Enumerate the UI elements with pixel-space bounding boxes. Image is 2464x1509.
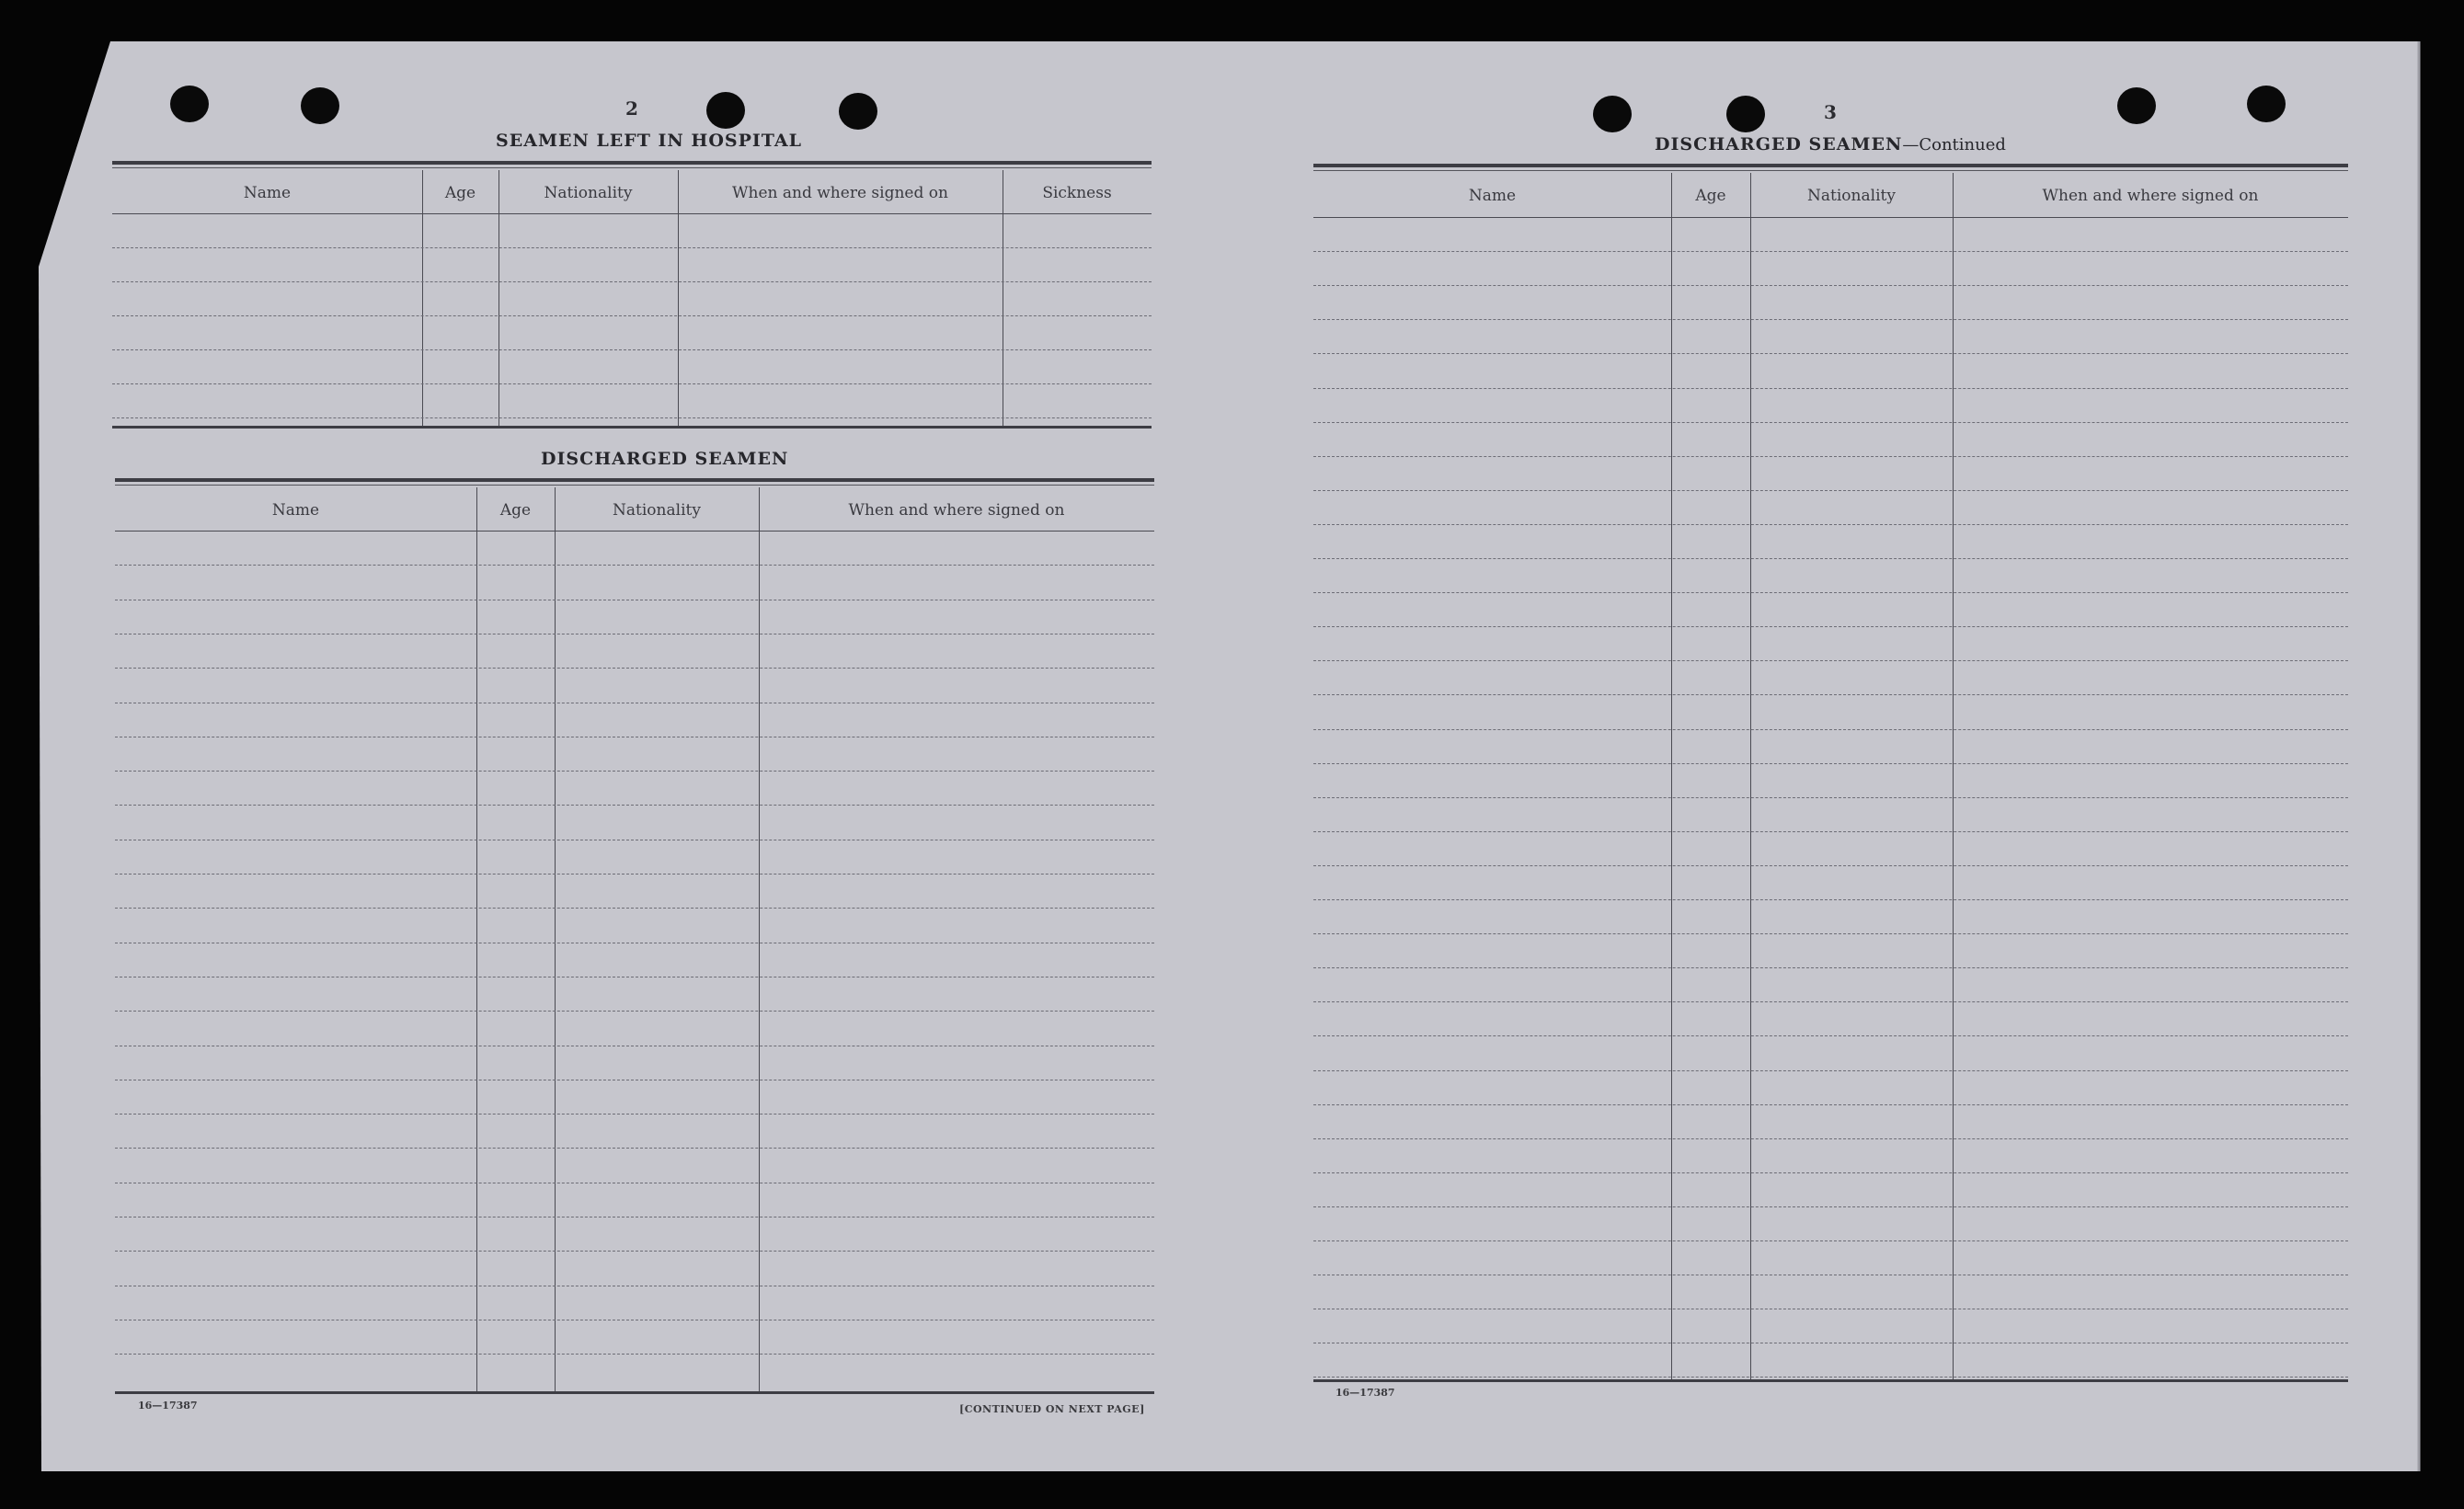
page-number-left: 2 xyxy=(625,97,638,120)
continued-row-line xyxy=(1313,763,2348,764)
discharged-row-line xyxy=(115,1148,1154,1149)
hospital-col-header-2: Nationality xyxy=(544,183,633,202)
continued-row-line xyxy=(1313,456,2348,457)
page-number-right: 3 xyxy=(1824,101,1837,123)
discharged-table xyxy=(115,478,1154,1393)
discharged-row-line xyxy=(115,874,1154,875)
continued-row-line xyxy=(1313,660,2348,661)
punch-hole-2 xyxy=(301,87,339,124)
discharged-continued-title xyxy=(1655,134,2006,154)
discharged-section-title: DISCHARGED SEAMEN xyxy=(541,449,789,469)
discharged-row-line xyxy=(115,908,1154,909)
continued-row-line xyxy=(1313,490,2348,491)
hospital-header-rule xyxy=(112,213,1152,214)
continued-bottom-rule xyxy=(1313,1379,2348,1382)
continued-header-rule xyxy=(1313,217,2348,218)
continued-row-line xyxy=(1313,524,2348,525)
continued-row-line xyxy=(1313,1035,2348,1036)
hospital-col-divider-3 xyxy=(678,170,679,426)
continued-row-line xyxy=(1313,1172,2348,1173)
hospital-row-line xyxy=(112,247,1152,248)
hospital-table xyxy=(112,161,1152,428)
continued-col-header-0: Name xyxy=(1468,187,1517,205)
discharged-col-divider-3 xyxy=(759,487,760,1391)
continued-col-header-2: Nationality xyxy=(1807,187,1896,205)
continued-row-line xyxy=(1313,1070,2348,1071)
continued-col-header-3: When and where signed on xyxy=(2042,187,2259,205)
continued-row-line xyxy=(1313,933,2348,934)
discharged-continued-table xyxy=(1313,164,2348,1382)
continued-note: [CONTINUED ON NEXT PAGE] xyxy=(959,1403,1145,1415)
discharged-continued-suffix: —Continued xyxy=(1902,135,2006,154)
hospital-row-line xyxy=(112,383,1152,384)
continued-col-header-1: Age xyxy=(1695,187,1726,205)
discharged-col-header-0: Name xyxy=(271,500,320,520)
hospital-col-header-3: When and where signed on xyxy=(732,183,948,202)
punch-hole-5 xyxy=(1593,96,1632,132)
continued-row-line xyxy=(1313,251,2348,252)
discharged-row-line xyxy=(115,771,1154,772)
hospital-col-header-4: Sickness xyxy=(1042,183,1112,202)
punch-hole-7 xyxy=(2117,87,2156,124)
discharged-col-header-1: Age xyxy=(499,500,532,520)
form-number-right: 16—17387 xyxy=(1335,1387,1395,1399)
discharged-row-line xyxy=(115,1251,1154,1252)
discharged-row-line xyxy=(115,1354,1154,1355)
discharged-row-line xyxy=(115,1114,1154,1115)
hospital-row-line xyxy=(112,417,1152,418)
continued-row-line xyxy=(1313,1206,2348,1207)
discharged-header-rule xyxy=(115,531,1154,532)
punch-hole-4 xyxy=(839,93,877,130)
continued-row-line xyxy=(1313,319,2348,320)
hospital-row-line xyxy=(112,281,1152,282)
discharged-row-line xyxy=(115,565,1154,566)
hospital-section-title: SEAMEN LEFT IN HOSPITAL xyxy=(496,131,802,151)
hospital-col-header-0: Name xyxy=(243,183,292,202)
continued-row-line xyxy=(1313,422,2348,423)
continued-row-line xyxy=(1313,592,2348,593)
discharged-col-header-3: When and where signed on xyxy=(848,500,1065,520)
discharged-col-divider-2 xyxy=(555,487,556,1391)
continued-row-line xyxy=(1313,899,2348,900)
continued-row-line xyxy=(1313,797,2348,798)
continued-top-rule-thin xyxy=(1313,170,2348,171)
discharged-bottom-rule xyxy=(115,1391,1154,1394)
continued-row-line xyxy=(1313,285,2348,286)
continued-row-line xyxy=(1313,694,2348,695)
discharged-continued-title-main: DISCHARGED SEAMEN xyxy=(1655,134,1903,154)
punch-hole-6 xyxy=(1726,96,1765,132)
continued-row-line xyxy=(1313,1377,2348,1378)
discharged-row-line xyxy=(115,668,1154,669)
hospital-col-header-1: Age xyxy=(444,183,476,202)
hospital-top-rule-thin xyxy=(112,167,1152,168)
discharged-top-rule-thin xyxy=(115,485,1154,486)
continued-row-line xyxy=(1313,1104,2348,1105)
discharged-col-header-2: Nationality xyxy=(613,500,701,520)
continued-top-rule xyxy=(1313,164,2348,167)
hospital-row-line xyxy=(112,315,1152,316)
continued-row-line xyxy=(1313,1240,2348,1241)
continued-row-line xyxy=(1313,865,2348,866)
continued-row-line xyxy=(1313,353,2348,354)
continued-row-line xyxy=(1313,558,2348,559)
continued-row-line xyxy=(1313,626,2348,627)
continued-row-line xyxy=(1313,1001,2348,1002)
discharged-row-line xyxy=(115,805,1154,806)
hospital-top-rule xyxy=(112,161,1152,165)
hospital-row-line xyxy=(112,349,1152,350)
punch-hole-8 xyxy=(2247,86,2286,122)
continued-row-line xyxy=(1313,831,2348,832)
discharged-top-rule xyxy=(115,478,1154,482)
hospital-bottom-rule xyxy=(112,426,1152,429)
hospital-col-divider-1 xyxy=(422,170,423,426)
continued-row-line xyxy=(1313,1138,2348,1139)
punch-hole-3 xyxy=(706,92,745,129)
continued-row-line xyxy=(1313,388,2348,389)
punch-hole-1 xyxy=(170,86,209,122)
discharged-col-divider-1 xyxy=(476,487,477,1391)
form-number-left: 16—17387 xyxy=(138,1400,198,1412)
continued-row-line xyxy=(1313,729,2348,730)
discharged-row-line xyxy=(115,1011,1154,1012)
continued-row-line xyxy=(1313,967,2348,968)
